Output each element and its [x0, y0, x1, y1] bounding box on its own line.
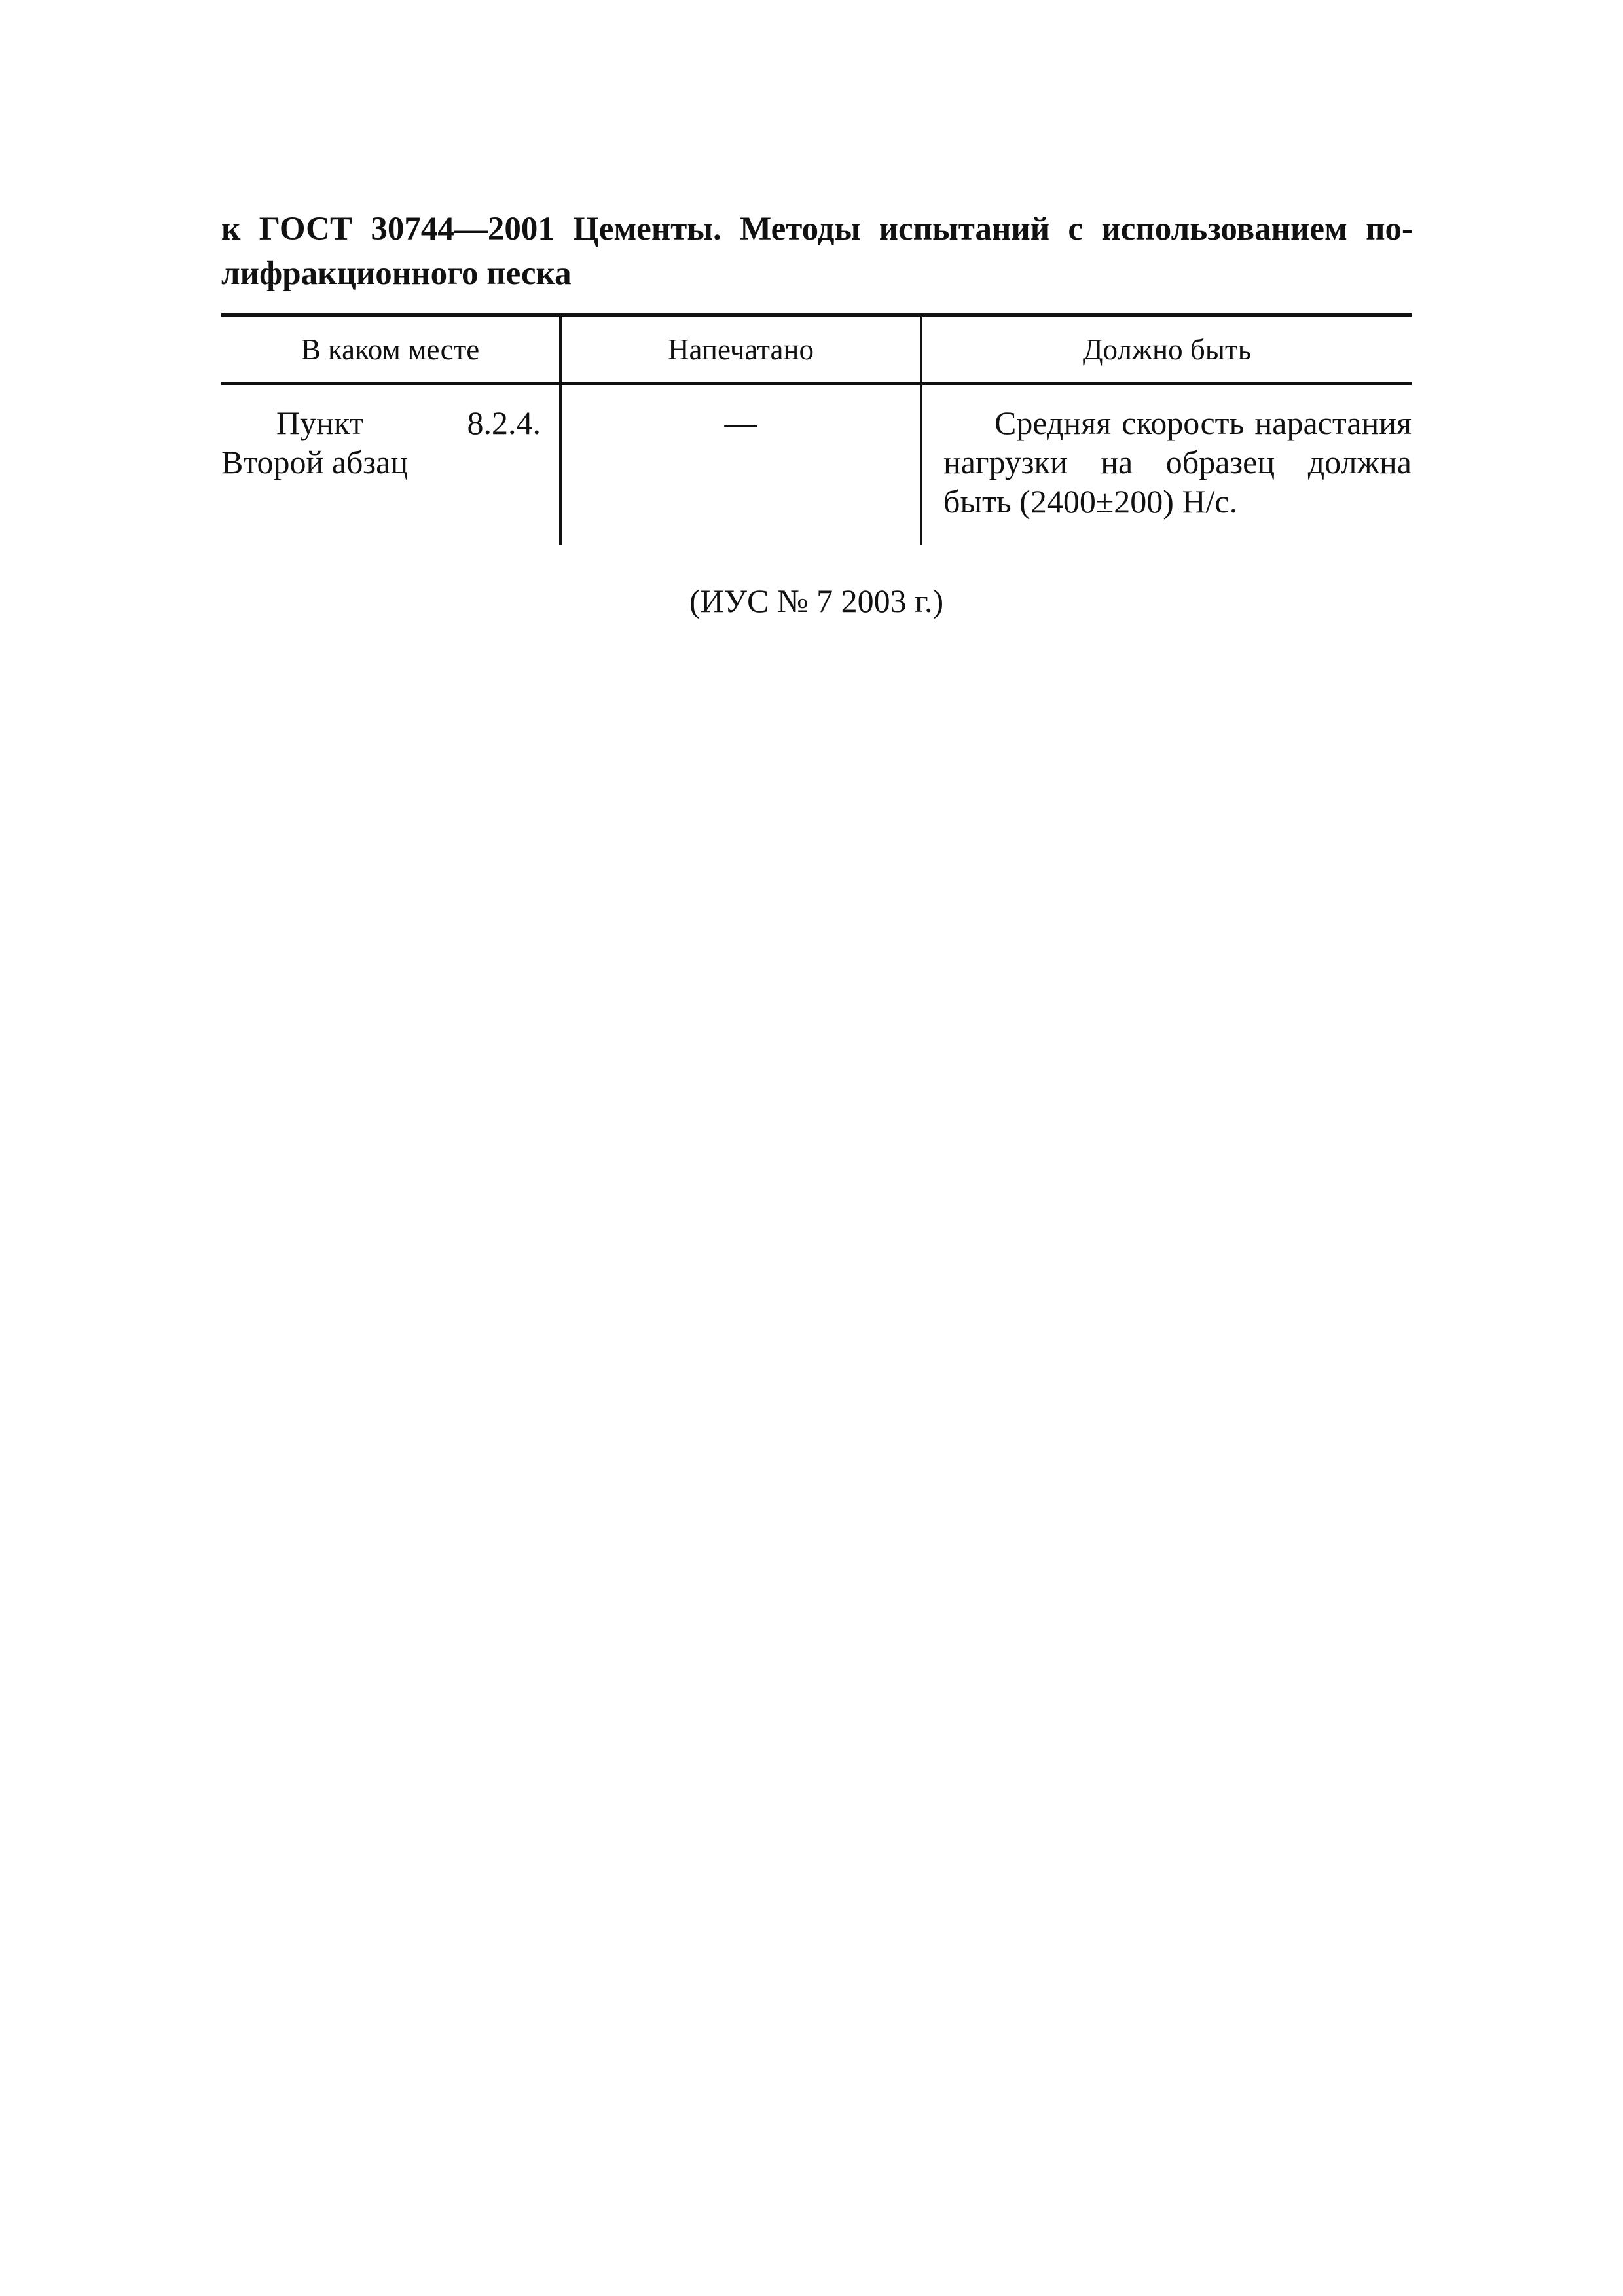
publication-note: (ИУС № 7 2003 г.)	[689, 583, 944, 619]
table-row	[221, 384, 1412, 545]
header-printed: Напечатано	[560, 315, 921, 384]
title-line-1: к ГОСТ 30744—2001 Цементы. Методы испытаний с использованием по-	[221, 211, 1413, 247]
cell-should-be: Средняя скорость нарастания нагрузки на образец должна быть (2400±200) Н/с.	[921, 384, 1412, 545]
header-should-be: Должно быть	[921, 315, 1412, 384]
errata-table	[221, 313, 1412, 545]
title-line-2: лифракционного песка	[221, 255, 572, 292]
cell-printed: —	[560, 384, 921, 545]
cell-place: Пункт 8.2.4. Второй абзац	[221, 404, 541, 480]
header-row	[221, 315, 1412, 384]
table-body	[221, 384, 1412, 545]
document-title	[221, 207, 1413, 296]
header-place: В каком месте	[301, 333, 480, 366]
table-header	[221, 315, 1412, 384]
